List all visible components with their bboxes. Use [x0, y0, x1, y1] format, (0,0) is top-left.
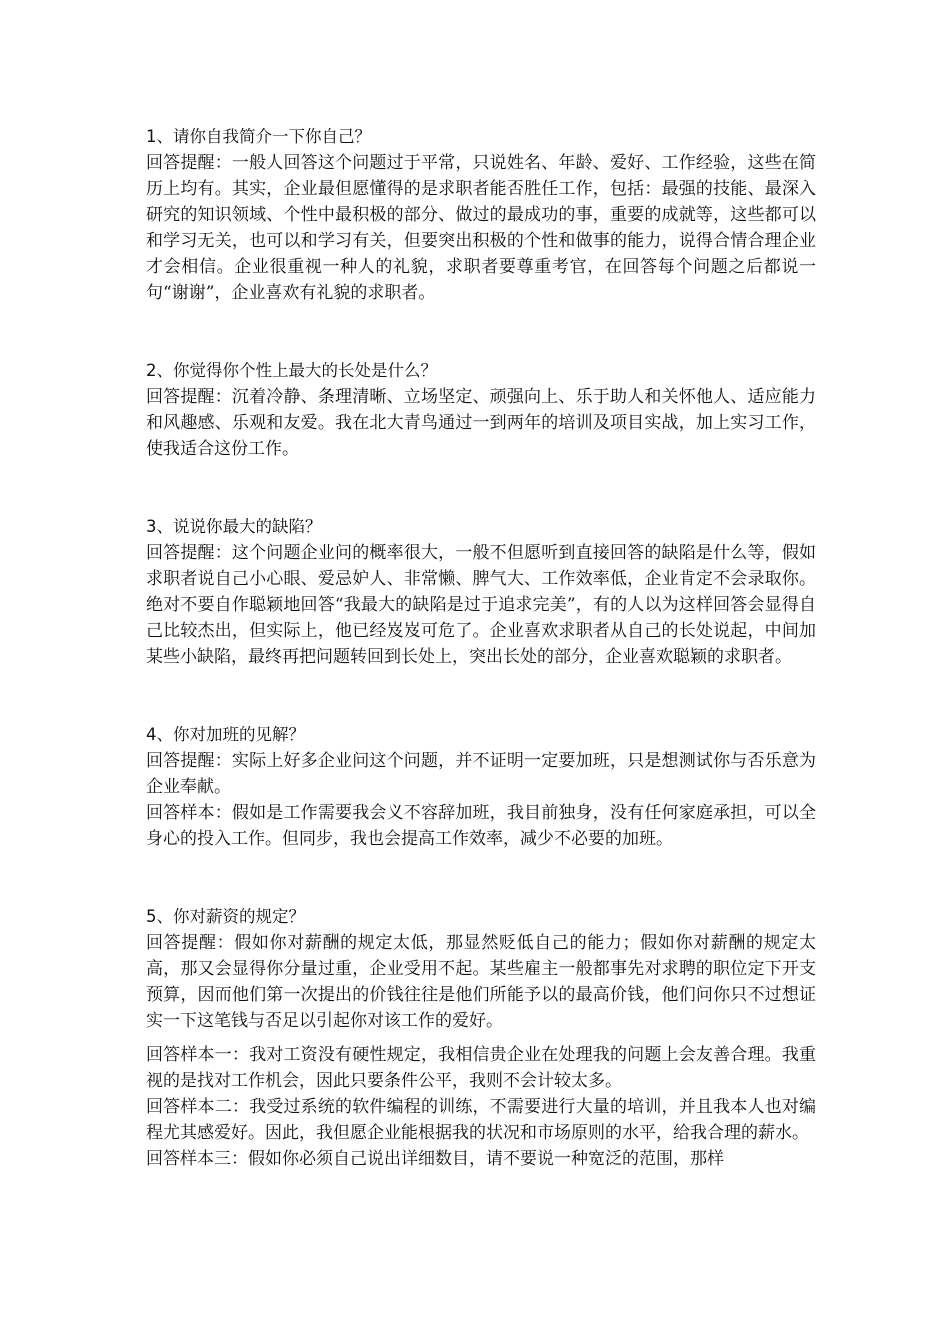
- document-body: [146, 124, 816, 1172]
- answer-paragraph: 回答提醒：沉着冷静、条理清晰、立场坚定、顽强向上、乐于助人和关怀他人、适应能力和风趣感、乐观和友爱。我在北大青鸟通过一到两年的培训及项目实战，加上实习工作，使我适合这份工作。: [146, 387, 816, 459]
- question-section-5: [146, 904, 816, 1172]
- answer-sample-paragraph: 回答样本：假如是工作需要我会义不容辞加班，我目前独身，没有任何家庭承担，可以全身心的投入工作。但同步，我也会提高工作效率，减少不必要的加班。: [146, 803, 816, 849]
- answer-sample-paragraph: 回答样本一：我对工资没有硬性规定，我相信贵企业在处理我的问题上会友善合理。我重视的是找对工作机会，因此只要条件公平，我则不会计较太多。: [146, 1045, 816, 1091]
- question-heading: 2、你觉得你个性上最大的长处是什么？: [146, 361, 437, 380]
- answer-paragraph: 回答提醒：实际上好多企业问这个问题，并不证明一定要加班，只是想测试你与否乐意为企业奉献。: [146, 751, 816, 797]
- question-heading: 4、你对加班的见解？: [146, 725, 305, 744]
- question-heading: 1、请你自我简介一下你自己？: [146, 127, 371, 146]
- answer-sample-paragraph: 回答样本三：假如你必须自己说出详细数目，请不要说一种宽泛的范围，那样: [146, 1149, 724, 1169]
- question-section-4: [146, 722, 816, 852]
- question-section-1: [146, 124, 816, 306]
- question-heading: 3、说说你最大的缺陷？: [146, 517, 322, 536]
- answer-sample-paragraph: 回答样本二：我受过系统的软件编程的训练，不需要进行大量的培训，并且我本人也对编程尤其感爱好。因此，我但愿企业能根据我的状况和市场原则的水平，给我合理的薪水。: [146, 1097, 816, 1143]
- question-heading: 5、你对薪资的规定？: [146, 907, 305, 926]
- question-section-3: [146, 514, 816, 670]
- answer-paragraph: 回答提醒：一般人回答这个问题过于平常，只说姓名、年龄、爱好、工作经验，这些在简历上均有。其实，企业最但愿懂得的是求职者能否胜任工作，包括：最强的技能、最深入研究的知识领域、个性中最积极的部分、做过的最成功的事，重要的成就等，这些都可以和学习无关，也可以和学习有关，但要突出积极的个性和做事的能力，说得合情合理企业才会相信。企业很重视一种人的礼貌，求职者要尊重考官，在回答每个问题之后都说一句“谢谢”，企业喜欢有礼貌的求职者。: [146, 153, 816, 303]
- question-section-2: [146, 358, 816, 462]
- answer-paragraph: 回答提醒：这个问题企业问的概率很大，一般不但愿听到直接回答的缺陷是什么等，假如求职者说自己小心眼、爱忌妒人、非常懒、脾气大、工作效率低，企业肯定不会录取你。绝对不要自作聪颖地回答“我最大的缺陷是过于追求完美”，有的人以为这样回答会显得自己比较杰出，但实际上，他已经岌岌可危了。企业喜欢求职者从自己的长处说起，中间加某些小缺陷，最终再把问题转回到长处上，突出长处的部分，企业喜欢聪颖的求职者。: [146, 543, 816, 667]
- answer-paragraph: 回答提醒：假如你对薪酬的规定太低，那显然贬低自己的能力；假如你对薪酬的规定太高，那又会显得你分量过重，企业受用不起。某些雇主一般都事先对求聘的职位定下开支预算，因而他们第一次提出的价钱往往是他们所能予以的最高价钱，他们问你只不过想证实一下这笔钱与否足以引起你对该工作的爱好。: [146, 933, 816, 1031]
